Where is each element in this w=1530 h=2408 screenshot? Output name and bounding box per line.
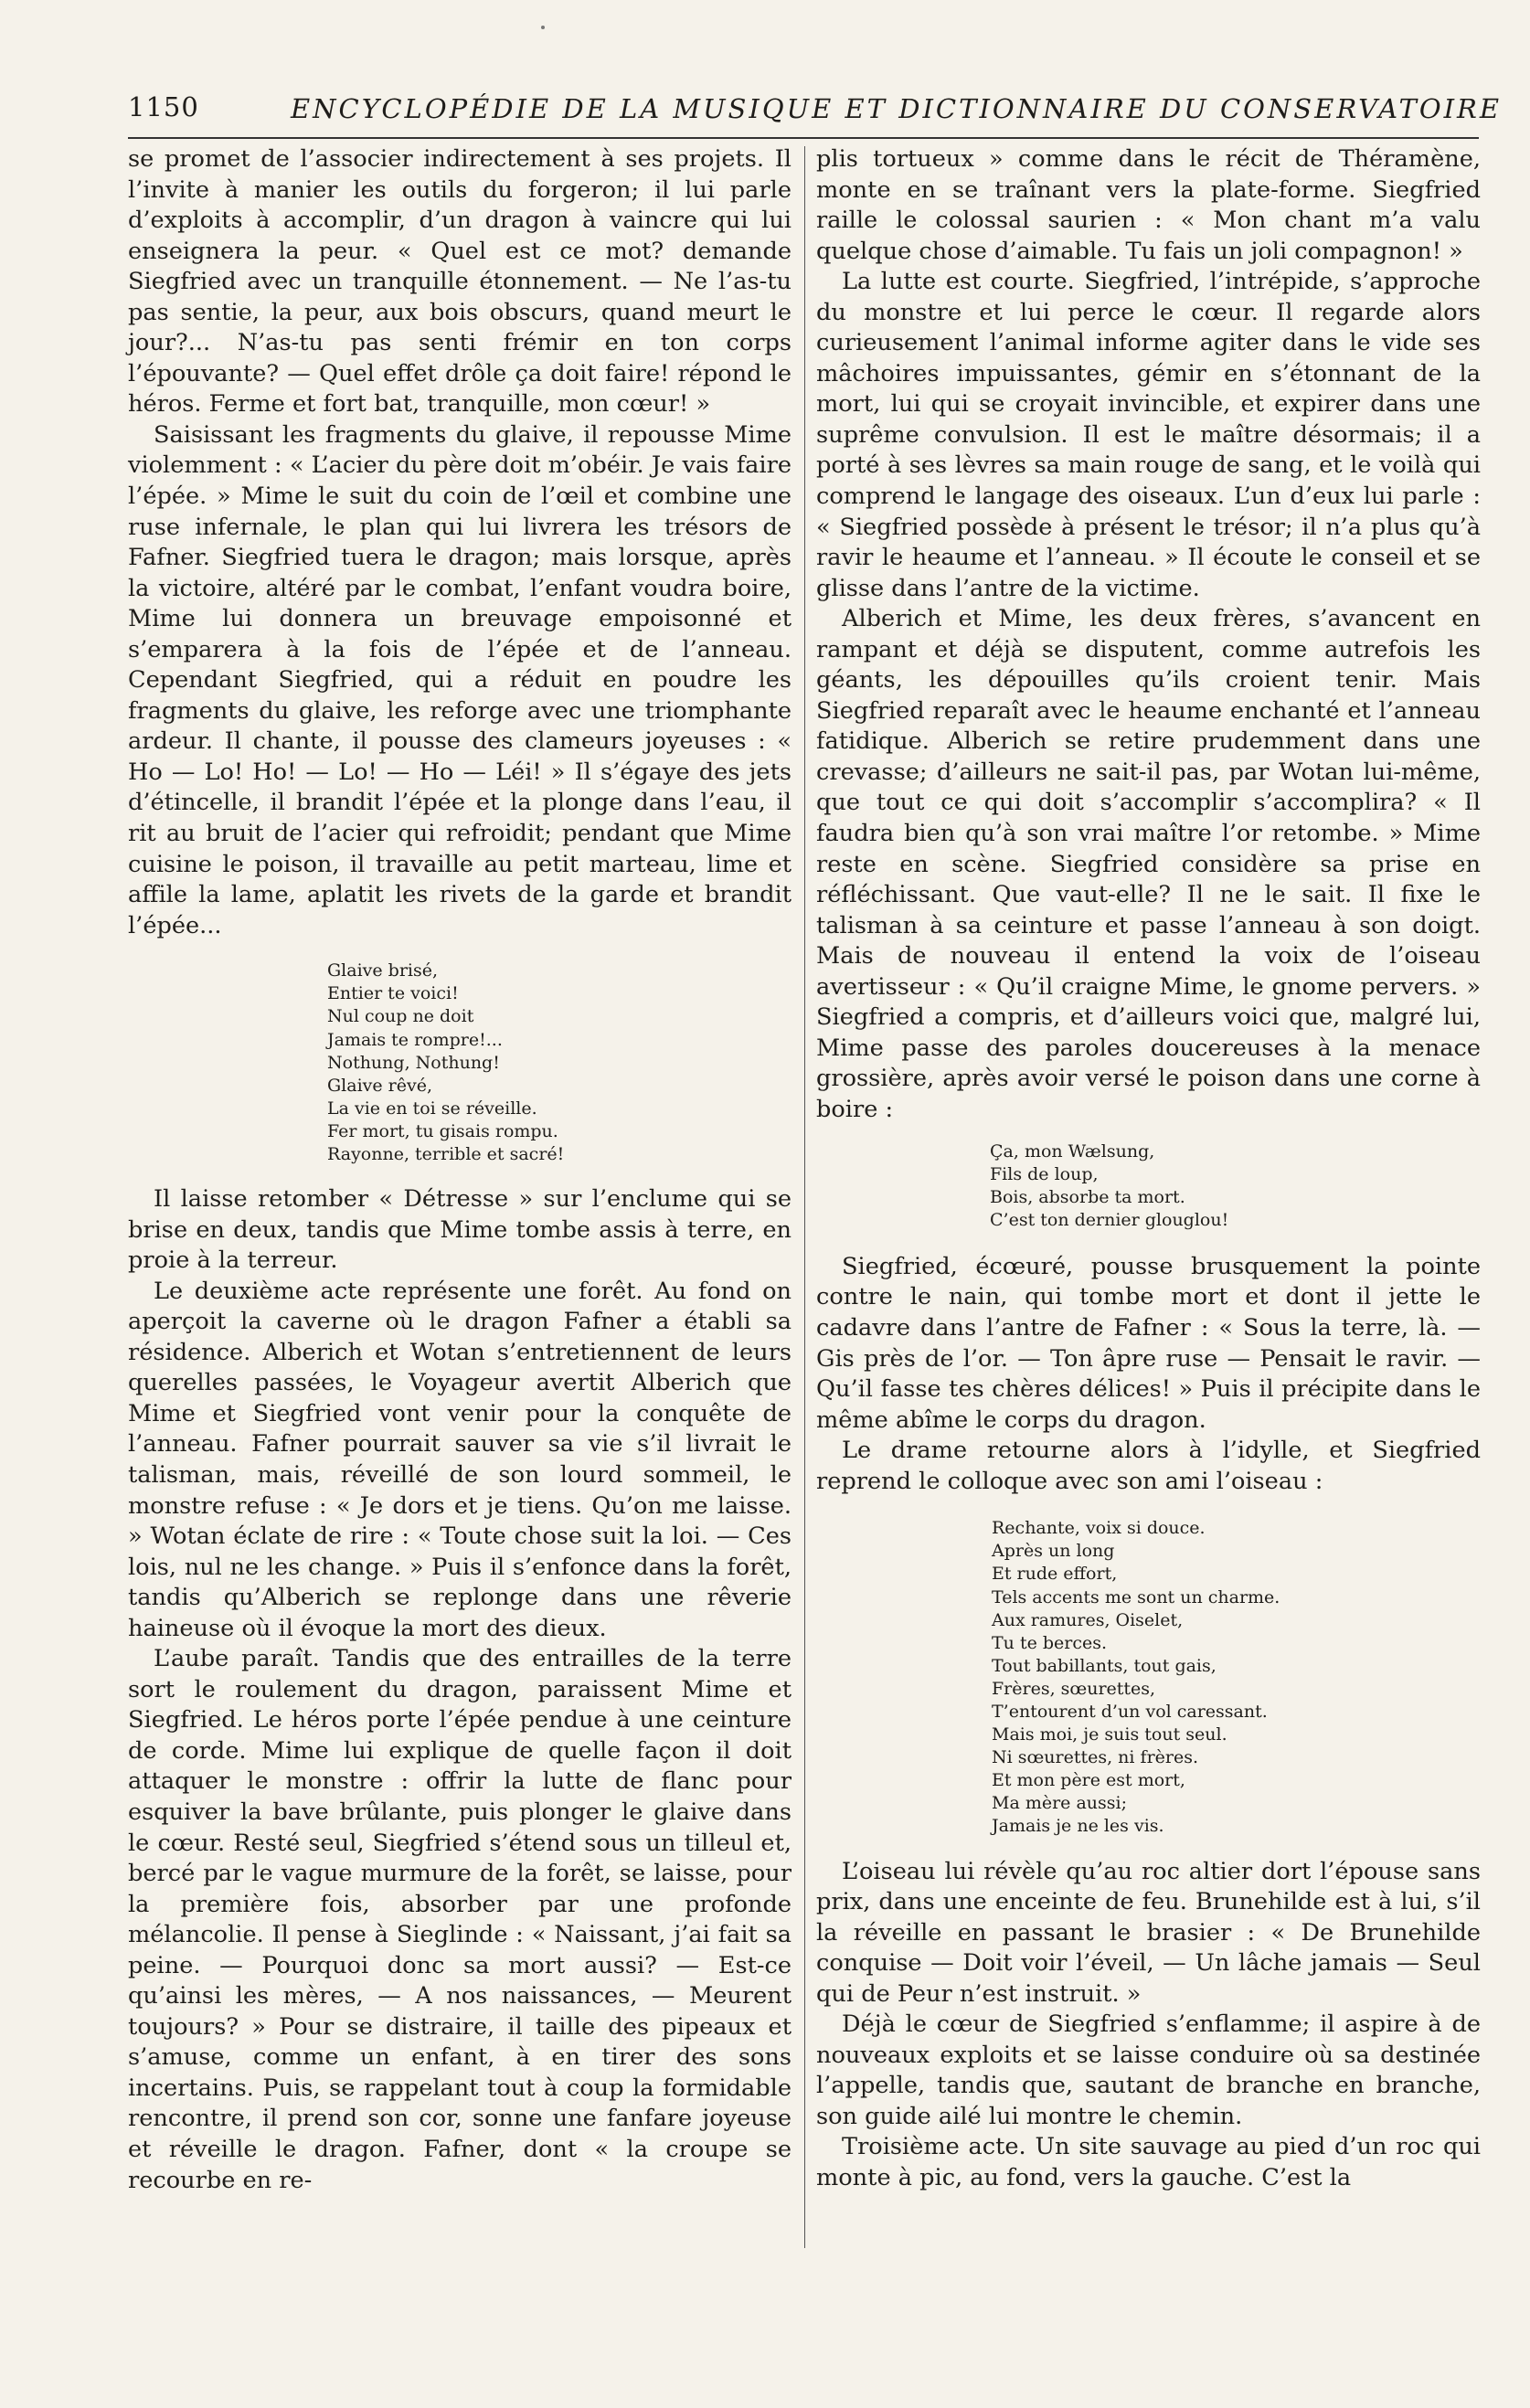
paragraph: Le drame retourne alors à l’idylle, et Siegfried reprend le colloque avec son ami l’oiseau :: [816, 1437, 1481, 1495]
running-title: ENCYCLOPÉDIE DE LA MUSIQUE ET DICTIONNAIRE DU CONSERVATOIRE: [291, 93, 1503, 124]
paragraph: L’aube paraît. Tandis que des entrailles de la terre sort le roulement du dragon, paraissent Mime et Siegfried. Le héros porte l’épée pendue à une ceinture de corde. Mime lui explique de quelle façon il doit attaquer le monstre : offrir la lutte de flanc pour esquiver la bave brûlante, puis plonger le glaive dans le cœur. Resté seul, Siegfried s’étend sous un tilleul et, bercé par le vague murmure de la forêt, se laisse, pour la première fois, absorber par une profonde mélancolie. Il pense à Sieglinde : « Naissant, j’ai fait sa peine. — Pourquoi donc sa mort aussi? — Est-ce qu’ainsi les mères, — A nos naissances, — Meurent toujours? » Pour se distraire, il taille des pipeaux et s’amuse, comme un enfant, à en tirer des sons incertains. Puis, se rappelant tout à coup la formidable rencontre, il prend son cor, sonne une fanfare joyeuse et réveille le dragon. Fafner, dont « la croupe se recourbe en re-: [128, 1645, 792, 2194]
ink-speck: [541, 26, 545, 29]
verse-quote: Glaive brisé, Entier te voici! Nul coup ne doit Jamais te rompre!... Nothung, Nothung! Glaive rêvé, La vie en toi se réveille. Fer mort, tu gisais rompu. Rayonne, terrible et sacré!: [327, 960, 565, 1164]
verse-quote: Ça, mon Wælsung, Fils de loup, Bois, absorbe ta mort. C’est ton dernier glouglou!: [990, 1140, 1229, 1230]
paragraph: L’oiseau lui révèle qu’au roc altier dort l’épouse sans prix, dans une enceinte de feu. Brunehilde est à lui, s’il la réveille en passant le brasier : « De Brunehilde conquise — Doit voir l’éveil, — Un lâche jamais — Seul qui de Peur n’est instruit. »: [816, 1857, 1481, 2008]
paragraph: Le deuxième acte représente une forêt. Au fond on aperçoit la caverne où le dragon Fafner a établi sa résidence. Alberich et Wotan s’entretiennent de leurs querelles passées, le Voyageur avertit Alberich que Mime et Siegfried vont venir pour la conquête de l’anneau. Fafner pourrait sauver sa vie s’il livrait le talisman, mais, réveillé de son lourd sommeil, le monstre refuse : « Je dors et je tiens. Qu’on me laisse. » Wotan éclate de rire : « Toute chose suit la loi. — Ces lois, nul ne les change. » Puis il s’enfonce dans la forêt, tandis qu’Alberich se replonge dans une rêverie haineuse où il évoque la mort des dieux.: [128, 1277, 792, 1642]
paragraph: se promet de l’associer indirectement à ses projets. Il l’invite à manier les outils du forgeron; il lui parle d’exploits à accomplir, d’un dragon à vaincre qui lui enseignera la peur. « Quel est ce mot? demande Siegfried avec un tranquille étonnement. — Ne l’as-tu pas sentie, la peur, aux bois obscurs, quand meurt le jour?... N’as-tu pas senti frémir en ton corps l’épouvante? — Quel effet drôle ça doit faire! répond le héros. Ferme et fort bat, tranquille, mon cœur! »: [128, 145, 792, 419]
verse-quote: Rechante, voix si douce. Après un long Et rude effort, Tels accents me sont un charme. Aux ramures, Oiselet, Tu te berces. Tout babillants, tout gais, Frères, sœurettes, T’entourent d’un vol caressant. Mais moi, je suis tout seul. Ni sœurettes, ni frères. Et mon père est mort, Ma mère aussi; Jamais je ne les vis.: [992, 1518, 1280, 1837]
paragraph: Saisissant les fragments du glaive, il repousse Mime violemment : « L’acier du père doit m’obéir. Je vais faire l’épée. » Mime le suit du coin de l’œil et combine une ruse infernale, le plan qui lui livrera les trésors de Fafner. Siegfried tuera le dragon; mais lorsque, après la victoire, altéré par le combat, l’enfant voudra boire, Mime lui donnera un breuvage empoisonné et s’emparera à la fois de l’épée et de l’anneau. Cependant Siegfried, qui a réduit en poudre les fragments du glaive, les reforge avec une triomphante ardeur. Il chante, il pousse des clameurs joyeuses : « Ho — Lo! Ho! — Lo! — Ho — Léi! » Il s’égaye des jets d’étincelle, il brandit l’épée et la plonge dans l’eau, il rit au bruit de l’acier qui refroidit; pendant que Mime cuisine le poison, il travaille au petit marteau, lime et affile la lame, aplatit les rivets de la garde et brandit l’épée...: [128, 420, 792, 939]
paragraph: Alberich et Mime, les deux frères, s’avancent en rampant et déjà se disputent, comme autrefois les géants, les dépouilles qu’ils croient tenir. Mais Siegfried reparaît avec le heaume enchanté et l’anneau fatidique. Alberich se retire prudemment dans une crevasse; d’ailleurs ne sait-il pas, par Wotan lui-même, que tout ce qui doit s’accomplir s’accomplira? « Il faudra bien qu’à son vrai maître l’or retombe. » Mime reste en scène. Siegfried considère sa prise en réfléchissant. Que vaut-elle? Il ne le sait. Il fixe le talisman à sa ceinture et passe l’anneau à son doigt. Mais de nouveau il entend la voix de l’oiseau avertisseur : « Qu’il craigne Mime, le gnome pervers. » Siegfried a compris, et d’ailleurs voici que, malgré lui, Mime passe des paroles doucereuses à la menace grossière, après avoir versé le poison dans une corne à boire :: [816, 605, 1481, 1123]
paragraph: Troisième acte. Un site sauvage au pied d’un roc qui monte à pic, au fond, vers la gauche. C’est la: [816, 2133, 1481, 2192]
running-head: [128, 91, 1503, 132]
paragraph: Déjà le cœur de Siegfried s’enflamme; il aspire à de nouveaux exploits et se laisse conduire où sa destinée l’appelle, tandis que, sautant de branche en branche, son guide ailé lui montre le chemin.: [816, 2010, 1481, 2130]
paragraph: Il laisse retomber « Détresse » sur l’enclume qui se brise en deux, tandis que Mime tombe assis à terre, en proie à la terreur.: [128, 1185, 792, 1275]
page-number: 1150: [128, 91, 199, 122]
header-rule: [128, 137, 1479, 139]
paragraph: Siegfried, écœuré, pousse brusquement la pointe contre le nain, qui tombe mort et dont il jette le cadavre dans l’antre de Fafner : « Sous la terre, là. — Gis près de l’or. — Ton âpre ruse — Pensait le ravir. — Qu’il fasse tes chères délices! » Puis il précipite dans le même abîme le corps du dragon.: [816, 1252, 1481, 1434]
left-column: [128, 144, 792, 2196]
column-divider: [804, 146, 805, 2248]
right-column: [816, 144, 1481, 2194]
paragraph: La lutte est courte. Siegfried, l’intrépide, s’approche du monstre et lui perce le cœur. Il regarde alors curieusement l’animal informe agiter dans le vide ses mâchoires impuissantes, gémir en s’étonnant de la mort, lui qui se croyait invincible, et expirer dans une suprême convulsion. Il est le maître désormais; il a porté à ses lèvres sa main rouge de sang, et le voilà qui comprend le langage des oiseaux. L’un d’eux lui parle : « Siegfried possède à présent le trésor; il n’a plus qu’à ravir le heaume et l’anneau. » Il écoute le conseil et se glisse dans l’antre de la victime.: [816, 268, 1481, 602]
paragraph: plis tortueux » comme dans le récit de Théramène, monte en se traînant vers la plate-forme. Siegfried raille le colossal saurien : « Mon chant m’a valu quelque chose d’aimable. Tu fais un joli compagnon! »: [816, 145, 1481, 265]
